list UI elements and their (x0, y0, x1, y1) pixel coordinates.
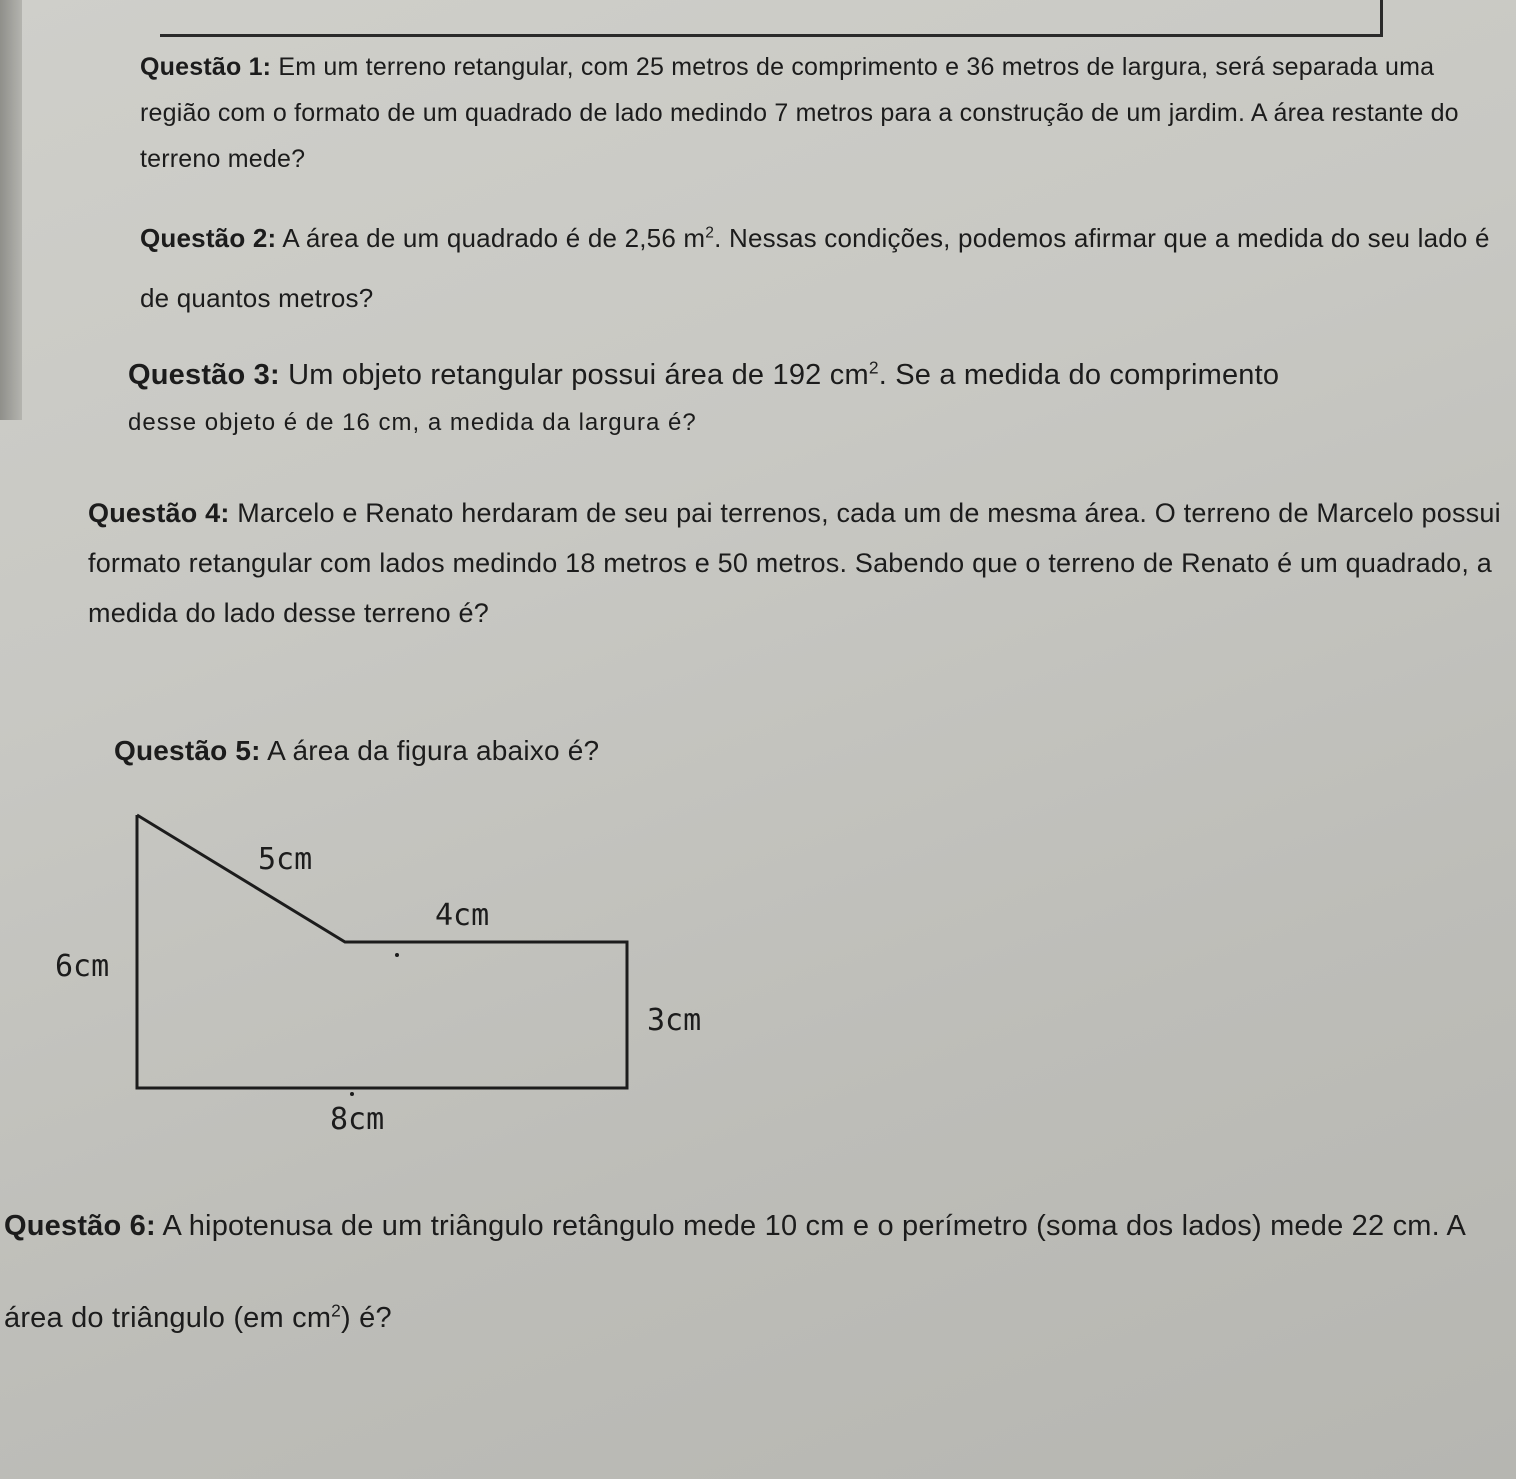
question-3-text-b: . Se a medida do comprimento (878, 359, 1280, 391)
figure-label-slant: 5cm (258, 842, 313, 877)
question-4 (88, 488, 1508, 638)
question-4-label: Questão 4: (88, 498, 230, 528)
figure-trapezoid (40, 800, 740, 1140)
question-3-text-a: Um objeto retangular possui área de 192 cm (279, 359, 869, 391)
question-5-text: A área da figura abaixo é? (260, 735, 600, 766)
question-6-label: Questão 6: (4, 1210, 156, 1242)
question-6-sup: 2 (331, 1300, 342, 1321)
question-3-label: Questão 3: (128, 359, 280, 391)
figure-label-top: 4cm (435, 898, 490, 933)
question-6-text-b: ) é? (341, 1302, 392, 1334)
question-6 (4, 1180, 1516, 1364)
question-5-label: Questão 5: (114, 735, 261, 766)
question-3-sup: 2 (868, 357, 879, 378)
question-3 (128, 352, 1508, 446)
question-1-label: Questão 1: (140, 53, 272, 81)
figure-dot-top (395, 953, 399, 957)
figure-outline (137, 815, 627, 1088)
figure-label-right: 3cm (647, 1003, 702, 1038)
question-5 (114, 728, 914, 774)
question-1-text: Em um terreno retangular, com 25 metros de comprimento e 36 metros de largura, será separada uma região com o formato de um quadrado de lado medindo 7 metros para a construção de um jardim. A área restante do terreno mede? (140, 53, 1459, 173)
paper-edge-shadow (0, 0, 22, 420)
figure-label-left: 6cm (55, 949, 110, 984)
question-6-text-a: A hipotenusa de um triângulo retângulo mede 10 cm e o perímetro (soma dos lados) mede 22 cm. A área do triângulo (em cm (4, 1210, 1465, 1334)
question-2-sup: 2 (705, 224, 715, 242)
question-2-text-b: . Nessas condições, podemos afirmar que a medida do seu lado é de quantos metros? (140, 223, 1490, 313)
question-1 (140, 44, 1470, 182)
header-box-border (160, 0, 1383, 37)
question-3-text-c: desse objeto é de 16 cm, a medida da largura é? (128, 409, 697, 436)
question-4-text: Marcelo e Renato herdaram de seu pai terrenos, cada um de mesma área. O terreno de Marcelo possui formato retangular com lados medindo 18 metros e 50 metros. Sabendo que o terreno de Renato é um quadrado, a medida do lado desse terreno é? (88, 498, 1501, 628)
figure-label-bottom: 8cm (330, 1102, 385, 1137)
question-2-text-a: A área de um quadrado é de 2,56 m (276, 223, 706, 253)
question-2 (140, 208, 1500, 328)
question-2-label: Questão 2: (140, 223, 277, 253)
figure-dot-bottom (350, 1092, 354, 1096)
